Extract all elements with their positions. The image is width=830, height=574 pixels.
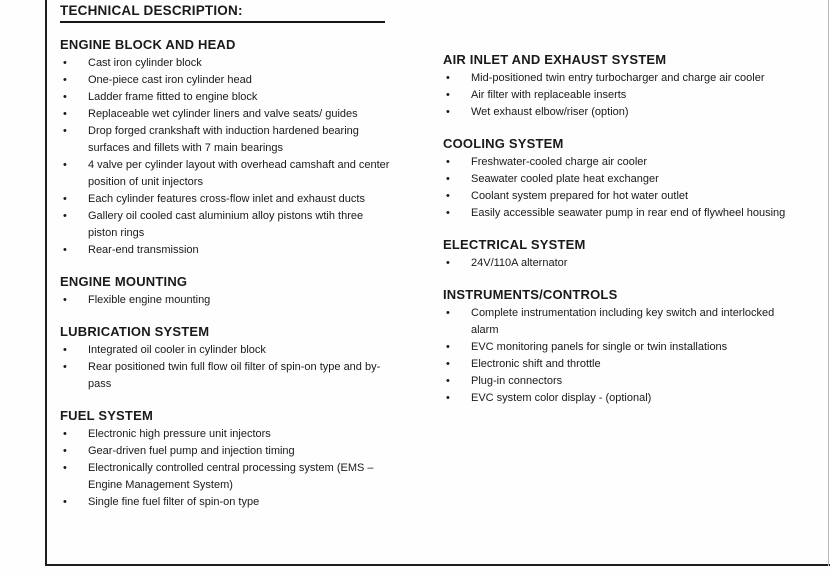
bullet-list	[443, 305, 804, 407]
list-item: • Air filter with replaceable inserts	[443, 87, 804, 104]
section-instruments-controls	[443, 286, 804, 407]
list-item: • 24V/110A alternator	[443, 255, 804, 272]
bullet-list	[443, 154, 804, 222]
section-engine-mounting	[60, 273, 392, 309]
list-item: • Easily accessible seawater pump in rear end of flywheel housing	[443, 205, 804, 222]
list-item: • EVC system color display - (optional)	[443, 390, 804, 407]
bullet-list	[60, 55, 392, 259]
list-item: • Complete instrumentation including key switch and interlocked alarm	[443, 305, 804, 339]
list-item: • Electronic shift and throttle	[443, 356, 804, 373]
section-engine-block-and-head	[60, 36, 392, 259]
list-item: • Drop forged crankshaft with induction hardened bearing surfaces and fillets with 7 main bearings	[60, 123, 392, 157]
list-item: • Rear-end transmission	[60, 242, 392, 259]
bullet-list	[443, 70, 804, 121]
page-frame-bottom-rule	[45, 564, 830, 566]
list-item: • Gear-driven fuel pump and injection timing	[60, 443, 392, 460]
list-item: • Wet exhaust elbow/riser (option)	[443, 104, 804, 121]
bullet-list	[60, 342, 392, 393]
section-heading: COOLING SYSTEM	[443, 136, 564, 151]
section-heading: LUBRICATION SYSTEM	[60, 324, 210, 339]
section-electrical-system	[443, 236, 804, 272]
list-item: • Mid-positioned twin entry turbocharger and charge air cooler	[443, 70, 804, 87]
list-item: • Single fine fuel filter of spin-on type	[60, 494, 392, 511]
list-item: • Cast iron cylinder block	[60, 55, 392, 72]
page-frame-right-rule	[828, 0, 829, 566]
section-heading: ENGINE BLOCK AND HEAD	[60, 37, 236, 52]
section-fuel-system	[60, 407, 392, 511]
left-column	[60, 36, 392, 525]
section-heading: FUEL SYSTEM	[60, 408, 153, 423]
right-column	[443, 51, 804, 421]
section-cooling-system	[443, 135, 804, 222]
list-item: • Replaceable wet cylinder liners and valve seats/ guides	[60, 106, 392, 123]
section-lubrication-system	[60, 323, 392, 393]
list-item: • Coolant system prepared for hot water outlet	[443, 188, 804, 205]
list-item: • Rear positioned twin full flow oil filter of spin-on type and by-pass	[60, 359, 392, 393]
bullet-list	[60, 426, 392, 511]
list-item: • Gallery oil cooled cast aluminium alloy pistons wtih three piston rings	[60, 208, 392, 242]
list-item: • Each cylinder features cross-flow inlet and exhaust ducts	[60, 191, 392, 208]
section-heading: ELECTRICAL SYSTEM	[443, 237, 586, 252]
section-heading: AIR INLET AND EXHAUST SYSTEM	[443, 52, 667, 67]
list-item: • One-piece cast iron cylinder head	[60, 72, 392, 89]
section-air-inlet-and-exhaust-system	[443, 51, 804, 121]
list-item: • Electronic high pressure unit injectors	[60, 426, 392, 443]
list-item: • Seawater cooled plate heat exchanger	[443, 171, 804, 188]
page-frame-left-rule	[45, 0, 47, 564]
list-item: • Freshwater-cooled charge air cooler	[443, 154, 804, 171]
section-heading: INSTRUMENTS/CONTROLS	[443, 287, 618, 302]
list-item: • Plug-in connectors	[443, 373, 804, 390]
list-item: • Integrated oil cooler in cylinder block	[60, 342, 392, 359]
list-item: • Ladder frame fitted to engine block	[60, 89, 392, 106]
list-item: • Flexible engine mounting	[60, 292, 392, 309]
page-title: TECHNICAL DESCRIPTION:	[60, 3, 385, 23]
list-item: • Electronically controlled central processing system (EMS – Engine Management System)	[60, 460, 392, 494]
bullet-list	[60, 292, 392, 309]
section-heading: ENGINE MOUNTING	[60, 274, 188, 289]
list-item: • 4 valve per cylinder layout with overhead camshaft and center position of unit injectors	[60, 157, 392, 191]
list-item: • EVC monitoring panels for single or twin installations	[443, 339, 804, 356]
bullet-list	[443, 255, 804, 272]
